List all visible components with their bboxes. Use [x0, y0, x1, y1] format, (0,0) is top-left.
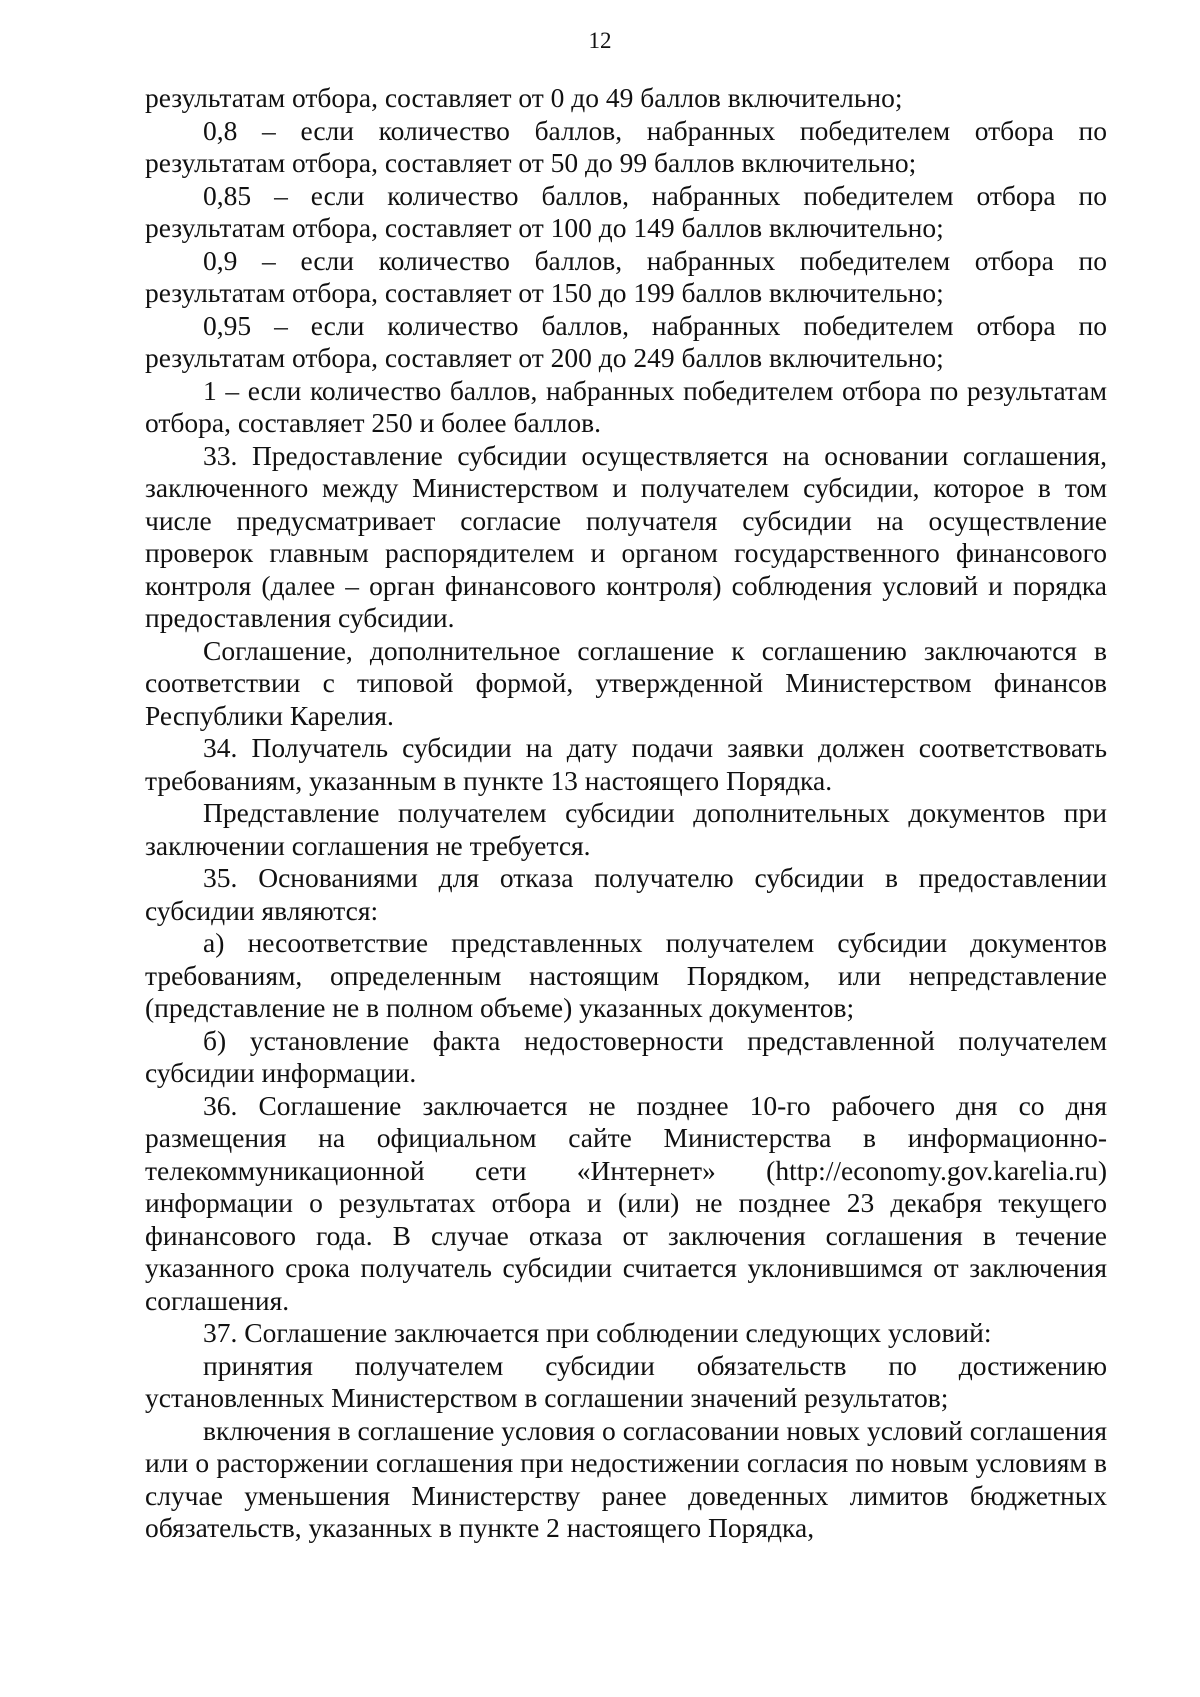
paragraph-continuation: результатам отбора, составляет от 0 до 49 баллов включительно;: [145, 82, 903, 113]
clause-33: 33. Предоставление субсидии осуществляется на основании соглашения, заключенного между Министерством и получателем субсидии, которое в том числе предусматривает согласие получателя субсидии на осуществление проверок главным распорядителем и органом государственного финансового контроля (далее – орган финансового контроля) соблюдения условий и порядка предоставления субсидии.: [145, 439, 1107, 633]
clause-35: 35. Основаниями для отказа получателю субсидии в предоставлении субсидии являются:: [145, 862, 1107, 926]
page-number: 12: [588, 28, 612, 53]
coefficient-0-9: 0,9 – если количество баллов, набранных победителем отбора по результатам отбора, составляет от 150 до 199 баллов включительно;: [145, 244, 1107, 308]
clause-37-condition-1: принятия получателем субсидии обязательств по достижению установленных Министерством в соглашении значений результатов;: [145, 1349, 1107, 1413]
coefficient-0-95: 0,95 – если количество баллов, набранных победителем отбора по результатам отбора, составляет от 200 до 249 баллов включительно;: [145, 309, 1107, 373]
coefficient-0-8: 0,8 – если количество баллов, набранных победителем отбора по результатам отбора, составляет от 50 до 99 баллов включительно;: [145, 114, 1107, 178]
clause-33-agreement-form: Соглашение, дополнительное соглашение к соглашению заключаются в соответствии с типовой формой, утвержденной Министерством финансов Республики Карелия.: [145, 634, 1107, 731]
clause-34: 34. Получатель субсидии на дату подачи заявки должен соответствовать требованиям, указанным в пункте 13 настоящего Порядка.: [145, 732, 1107, 796]
clause-35-item-b: б) установление факта недостоверности представленной получателем субсидии информации.: [145, 1024, 1107, 1088]
clause-34-documents: Представление получателем субсидии дополнительных документов при заключении соглашения не требуется.: [145, 797, 1107, 861]
document-body: [145, 82, 1107, 1545]
clause-36: 36. Соглашение заключается не позднее 10-го рабочего дня со дня размещения на официальном сайте Министерства в информационно-телекоммуникационной сети «Интернет» (http://economy.gov.karelia.ru) информации о результатах отбора и (или) не позднее 23 декабря текущего финансового года. В случае отказа от заключения соглашения в течение указанного срока получатель субсидии считается уклонившимся от заключения соглашения.: [145, 1089, 1107, 1316]
coefficient-0-85: 0,85 – если количество баллов, набранных победителем отбора по результатам отбора, составляет от 100 до 149 баллов включительно;: [145, 179, 1107, 243]
clause-37-condition-2: включения в соглашение условия о согласовании новых условий соглашения или о расторжении соглашения при недостижении согласия по новым условиям в случае уменьшения Министерству ранее доведенных лимитов бюджетных обязательств, указанных в пункте 2 настоящего Порядка,: [145, 1414, 1107, 1543]
clause-37: 37. Соглашение заключается при соблюдении следующих условий:: [203, 1317, 992, 1348]
clause-35-item-a: а) несоответствие представленных получателем субсидии документов требованиям, определенным настоящим Порядком, или непредставление (представление не в полном объеме) указанных документов;: [145, 927, 1107, 1023]
coefficient-1: 1 – если количество баллов, набранных победителем отбора по результатам отбора, составляет 250 и более баллов.: [145, 374, 1107, 438]
